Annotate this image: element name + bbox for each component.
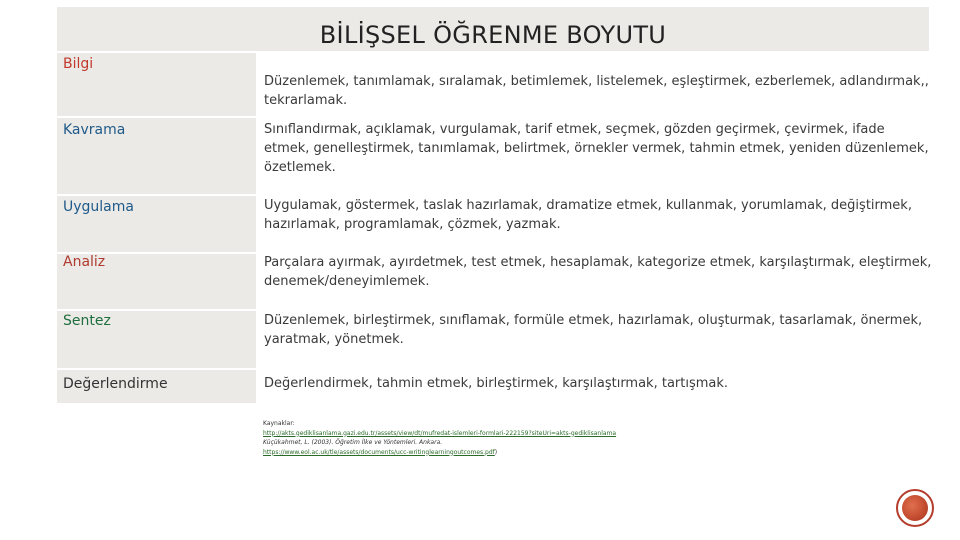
row-label-sentez: Sentez [63,313,111,329]
source-link-2[interactable]: https://www.eol.ac.uk/tle/assets/documents/ucc-writinglearningoutcomes.pdf [263,448,495,456]
row-label-cell-kavrama [57,118,256,194]
row-text-analiz: Parçalara ayırmak, ayırdetmek, test etmek, hesaplamak, kategorize etmek, karşılaştırmak, eleştirmek, denemek/deneyimlemek. [264,255,932,289]
sources-heading: Kaynaklar: [263,420,295,427]
source-citation: Küçükahmet, L. (2003). Öğretim İlke ve Yöntemleri. Ankara. [263,439,443,446]
row-label-kavrama: Kavrama [63,122,126,138]
sources-block: Kaynaklar: http://akts.gediklisanlama.gazi.edu.tr/assets/view/dt/mufredat-islemleri-formlari-222159?siteUri=akts-gediklisanlama Küçükahmet, L. (2003). Öğretim İlke ve Yöntemleri. Ankara. https://www.eol.ac.uk/tle/assets/documents/ucc-writinglearningoutcomes.pdf) [263,419,703,457]
row-text-degerlendirme: Değerlendirmek, tahmin etmek, birleştirmek, karşılaştırmak, tartışmak. [264,376,729,391]
decorative-circle-inner [902,495,928,521]
row-label-cell-uygulama [57,196,256,252]
row-text-bilgi: Düzenlemek, tanımlamak, sıralamak, betimlemek, listelemek, eşleştirmek, ezberlemek, adlandırmak,, tekrarlamak. [264,74,929,108]
page-title: BİLİŞSEL ÖĞRENME BOYUTU [319,21,667,49]
title-bar [57,7,929,51]
row-label-cell-sentez [57,311,256,368]
row-label-analiz: Analiz [63,254,106,270]
row-text-sentez: Düzenlemek, birleştirmek, sınıflamak, formüle etmek, hazırlamak, oluşturmak, tasarlamak, önermek, yaratmak, yönetmek. [264,313,923,347]
decorative-circle-icon [896,489,934,527]
row-text-kavrama: Sınıflandırmak, açıklamak, vurgulamak, tarif etmek, seçmek, gözden geçirmek, çevirmek, ifade etmek, genelleştirmek, tanımlamak, belirtmek, örnekler vermek, tahmin etmek, yeniden düzenlemek, özetlemek. [264,122,929,175]
row-label-cell-analiz [57,254,256,309]
row-label-cell-bilgi [57,53,256,116]
row-text-uygulama: Uygulamak, göstermek, taslak hazırlamak, dramatize etmek, kullanmak, yorumlamak, değiştirmek, hazırlamak, programlamak, çözmek, yazmak. [264,198,912,232]
row-label-degerlendirme: Değerlendirme [63,376,168,392]
source-link-1[interactable]: http://akts.gediklisanlama.gazi.edu.tr/assets/view/dt/mufredat-islemleri-formlari-222159?siteUri=akts-gediklisanlama [263,429,617,437]
row-label-bilgi: Bilgi [63,56,94,72]
row-label-uygulama: Uygulama [63,199,134,215]
row-label-cell-degerlendirme [57,370,256,403]
